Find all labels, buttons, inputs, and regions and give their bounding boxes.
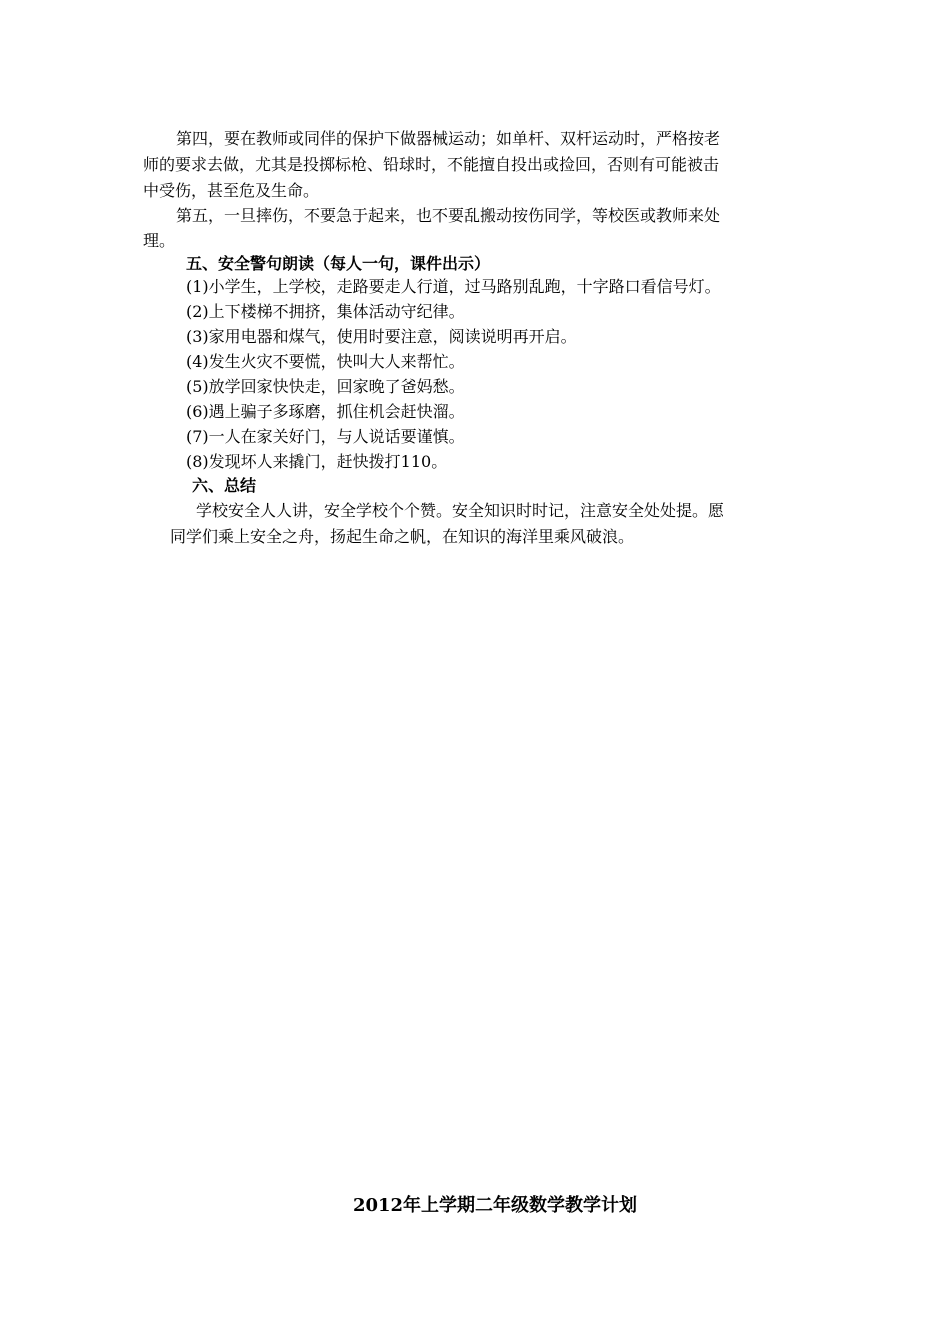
footer-title-text: 2012年上学期二年级数学教学计划 [352,1195,638,1216]
paragraph-5-line-2: 理。 [143,231,176,250]
safety-slogan-4: (4)发生火灾不要慌，快叫大人来帮忙。 [186,352,465,371]
section-6-heading: 六、总结 [192,476,257,495]
summary-line-2: 同学们乘上安全之舟，扬起生命之帆，在知识的海洋里乘风破浪。 [170,527,635,546]
safety-slogan-7: (7)一人在家关好门，与人说话要谨慎。 [186,427,465,446]
paragraph-4-line-2: 师的要求去做，尤其是投掷标枪、铅球时，不能擅自投出或捡回，否则有可能被击 [143,155,720,174]
summary-line-1: 学校安全人人讲，安全学校个个赞。安全知识时时记，注意安全处处提。愿 [196,501,725,520]
safety-slogan-6: (6)遇上骗子多琢磨，抓住机会赶快溜。 [186,402,465,421]
safety-slogan-1: (1)小学生，上学校，走路要走人行道，过马路别乱跑，十字路口看信号灯。 [186,277,721,296]
paragraph-5-line-1: 第五，一旦摔伤，不要急于起来，也不要乱搬动按伤同学，等校医或教师来处 [176,206,721,225]
safety-slogan-5: (5)放学回家快快走，回家晚了爸妈愁。 [186,377,465,396]
safety-slogan-2: (2)上下楼梯不拥挤，集体活动守纪律。 [186,302,465,321]
footer-title [0,1193,950,1219]
paragraph-4-line-1: 第四，要在教师或同伴的保护下做器械运动；如单杆、双杆运动时，严格按老 [176,129,721,148]
safety-slogan-8: (8)发现坏人来撬门，赶快拨打110。 [186,452,448,471]
section-5-heading: 五、安全警句朗读（每人一句，课件出示） [186,254,491,273]
safety-slogan-3: (3)家用电器和煤气，使用时要注意，阅读说明再开启。 [186,327,577,346]
paragraph-4-line-3: 中受伤，甚至危及生命。 [143,181,320,200]
